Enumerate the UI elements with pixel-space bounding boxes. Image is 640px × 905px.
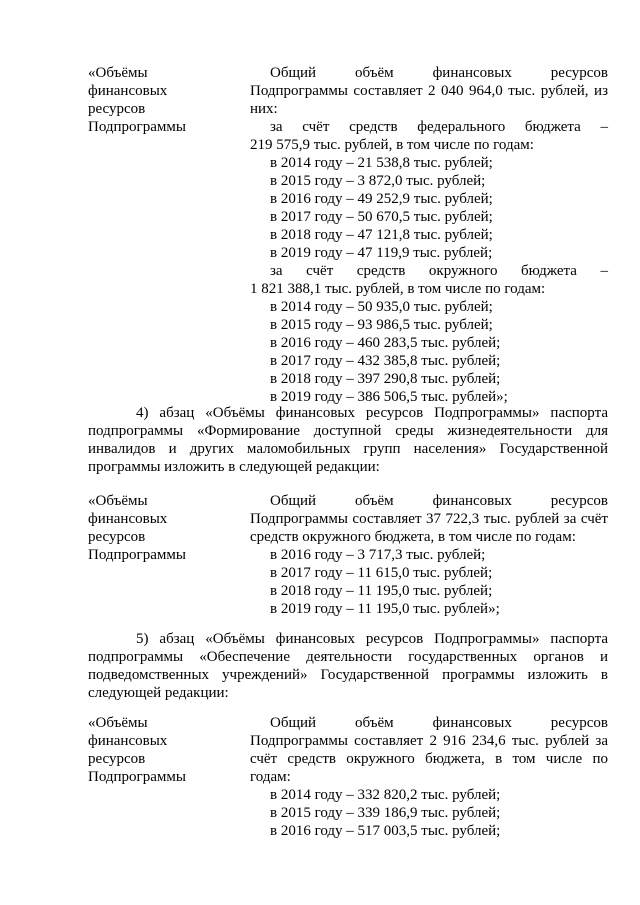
label-line: финансовых <box>88 83 168 99</box>
amendment-paragraph-5 <box>88 630 608 702</box>
text-line: Общий объём финансовых ресурсов <box>270 65 608 81</box>
paragraph-line: следующей редакции: <box>88 685 229 701</box>
block-content <box>250 64 608 406</box>
year-item: в 2019 году – 11 195,0 тыс. рублей»; <box>270 601 500 617</box>
text-line: Общий объём финансовых ресурсов <box>270 493 608 509</box>
paragraph-line: 5) абзац «Объёмы финансовых ресурсов Подпрограммы» паспорта <box>136 631 608 647</box>
paragraph-line: инвалидов и других маломобильных групп населения» Государственной <box>88 441 608 457</box>
year-item: в 2016 году – 460 283,5 тыс. рублей; <box>270 335 501 351</box>
paragraph-line: программы изложить в следующей редакции: <box>88 459 380 475</box>
block-content <box>250 492 608 618</box>
text-line: годам: <box>250 769 291 785</box>
text-line: за счёт средств федерального бюджета – <box>270 119 608 135</box>
label-line: «Объёмы <box>88 715 148 731</box>
text-line: счёт средств окружного бюджета, в том числе по <box>250 751 608 767</box>
text-line: них: <box>250 101 278 117</box>
text-line: за счёт средств окружного бюджета – <box>270 263 608 279</box>
year-item: в 2016 году – 517 003,5 тыс. рублей; <box>270 823 501 839</box>
paragraph-line: подведомственных учреждений» Государственной программы изложить в <box>88 667 608 683</box>
label-line: финансовых <box>88 511 168 527</box>
year-item: в 2019 году – 47 119,9 тыс. рублей; <box>270 245 493 261</box>
text-line: Подпрограммы составляет 2 040 964,0 тыс. рублей, из <box>250 83 608 99</box>
year-item: в 2018 году – 397 290,8 тыс. рублей; <box>270 371 501 387</box>
block-label <box>88 714 228 786</box>
year-item: в 2017 году – 11 615,0 тыс. рублей; <box>270 565 493 581</box>
year-item: в 2015 году – 3 872,0 тыс. рублей; <box>270 173 486 189</box>
year-item: в 2018 году – 11 195,0 тыс. рублей; <box>270 583 493 599</box>
label-line: ресурсов <box>88 529 146 545</box>
label-line: финансовых <box>88 733 168 749</box>
year-item: в 2016 году – 3 717,3 тыс. рублей; <box>270 547 486 563</box>
text-line: Общий объём финансовых ресурсов <box>270 715 608 731</box>
label-line: ресурсов <box>88 751 146 767</box>
label-line: «Объёмы <box>88 65 148 81</box>
label-line: Подпрограммы <box>88 547 186 563</box>
year-item: в 2018 году – 47 121,8 тыс. рублей; <box>270 227 493 243</box>
year-item: в 2019 году – 386 506,5 тыс. рублей»; <box>270 389 508 405</box>
label-line: Подпрограммы <box>88 769 186 785</box>
text-line: 1 821 388,1 тыс. рублей, в том числе по годам: <box>250 281 546 297</box>
year-item: в 2015 году – 93 986,5 тыс. рублей; <box>270 317 493 333</box>
year-item: в 2017 году – 50 670,5 тыс. рублей; <box>270 209 493 225</box>
year-item: в 2014 году – 50 935,0 тыс. рублей; <box>270 299 493 315</box>
label-line: ресурсов <box>88 101 146 117</box>
text-line: 219 575,9 тыс. рублей, в том числе по годам: <box>250 137 534 153</box>
year-item: в 2014 году – 21 538,8 тыс. рублей; <box>270 155 493 171</box>
text-line: средств окружного бюджета, в том числе по годам: <box>250 529 576 545</box>
block-label <box>88 64 228 136</box>
paragraph-line: подпрограммы «Обеспечение деятельности государственных органов и <box>88 649 608 665</box>
amendment-paragraph-4 <box>88 404 608 476</box>
year-item: в 2015 году – 339 186,9 тыс. рублей; <box>270 805 501 821</box>
label-line: «Объёмы <box>88 493 148 509</box>
paragraph-line: 4) абзац «Объёмы финансовых ресурсов Подпрограммы» паспорта <box>136 405 608 421</box>
block-label <box>88 492 228 564</box>
block-content <box>250 714 608 840</box>
year-item: в 2017 году – 432 385,8 тыс. рублей; <box>270 353 501 369</box>
paragraph-line: подпрограммы «Формирование доступной среды жизнедеятельности для <box>88 423 608 439</box>
text-line: Подпрограммы составляет 2 916 234,6 тыс. рублей за <box>250 733 608 749</box>
text-line: Подпрограммы составляет 37 722,3 тыс. рублей за счёт <box>250 511 608 527</box>
year-item: в 2014 году – 332 820,2 тыс. рублей; <box>270 787 501 803</box>
label-line: Подпрограммы <box>88 119 186 135</box>
year-item: в 2016 году – 49 252,9 тыс. рублей; <box>270 191 493 207</box>
